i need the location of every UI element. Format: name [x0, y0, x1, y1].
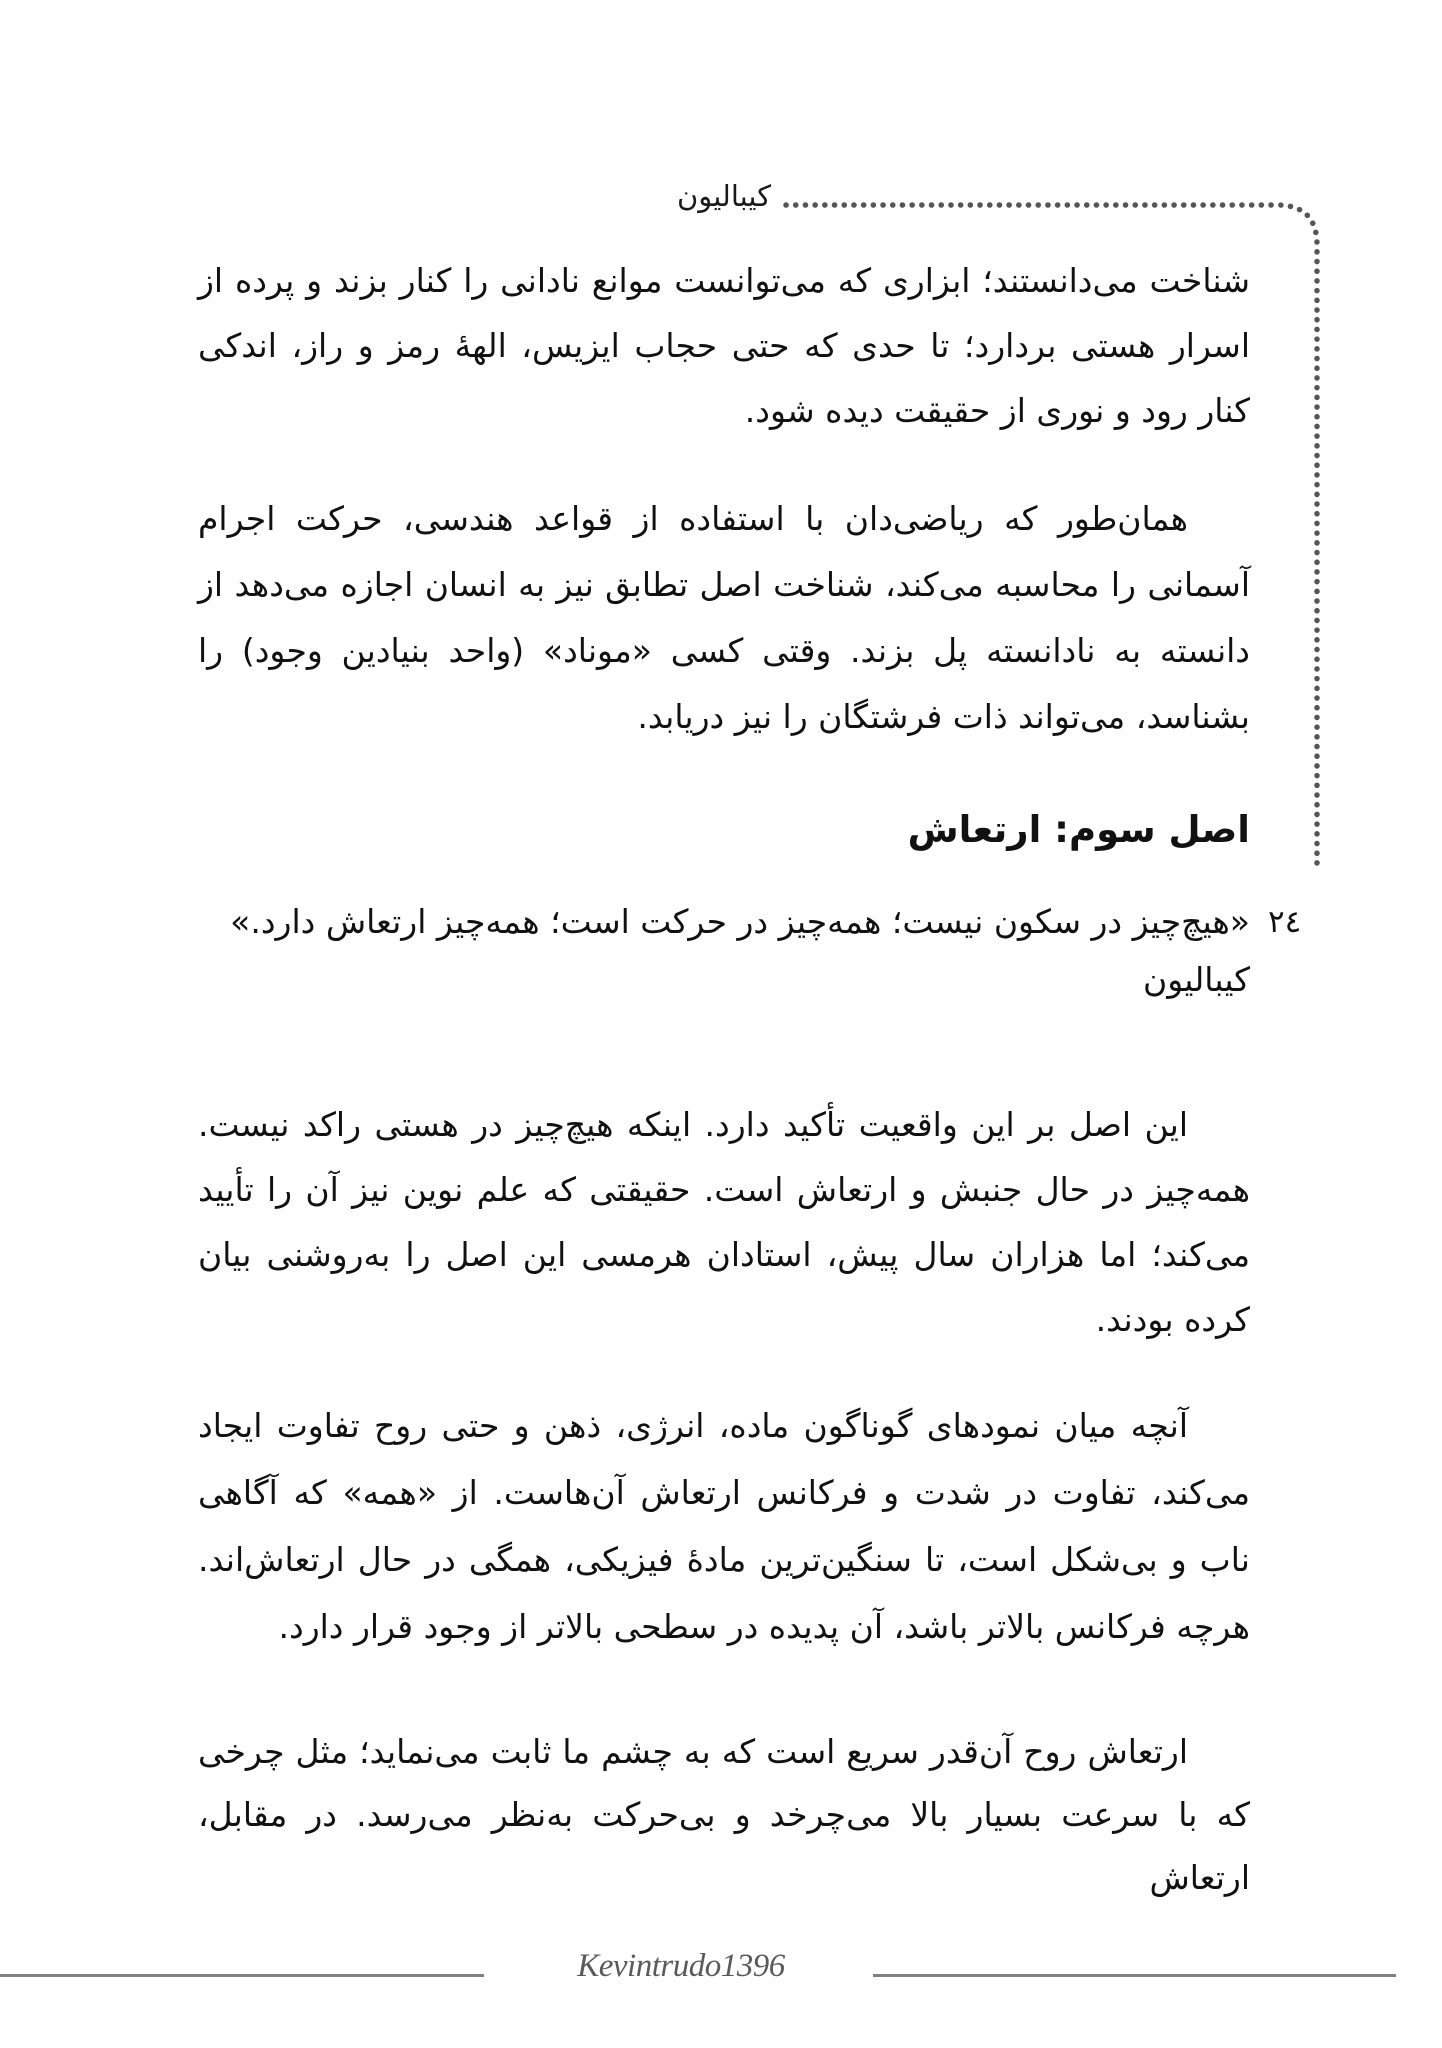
quote-attribution: کیبالیون: [1143, 960, 1250, 999]
paragraph-2: همان‌طور که ریاضی‌دان با استفاده از قواعد هندسی، حرکت اجرام آسمانی را محاسبه می‌کند، شناخت اصل تطابق نیز به انسان اجازه می‌دهد از دانسته به نادانسته پل بزند. وقتی کسی «موناد» (واحد بنیادین وجود) را بشناسد، می‌تواند ذات فرشتگان را نیز دریابد.: [198, 499, 1250, 736]
epigraph-quote: [198, 893, 1250, 1009]
footer-watermark: Kevintrudo1396: [577, 1948, 785, 1984]
running-head-title: کیبالیون: [676, 179, 771, 213]
paragraph-5: ارتعاش روح آن‌قدر سریع است که به چشم ما ثابت می‌نماید؛ مثل چرخی که با سرعت بسیار بالا می‌چرخد و بی‌حرکت به‌نظر می‌رسد. در مقابل، ارتعاش: [198, 1732, 1250, 1897]
quote-number: ٢٤: [1268, 904, 1302, 940]
footer-rule-right: [873, 1974, 1396, 1977]
quote-text: «هیچ‌چیز در سکون نیست؛ همه‌چیز در حرکت است؛ همه‌چیز ارتعاش دارد.»: [230, 902, 1250, 941]
paragraph-4: آنچه میان نمودهای گوناگون ماده، انرژی، ذهن و حتی روح تفاوت ایجاد می‌کند، تفاوت در شدت و فرکانس ارتعاش آن‌هاست. از «همه» که آگاهی ناب و بی‌شکل است، تا سنگین‌ترین مادهٔ فیزیکی، همگی در حال ارتعاش‌اند. هرچه فرکانس بالاتر باشد، آن پدیده در سطحی بالاتر از وجود قرار دارد.: [198, 1406, 1250, 1646]
paragraph-1: شناخت می‌دانستند؛ ابزاری که می‌توانست موانع نادانی را کنار بزند و پرده از اسرار هستی بردارد؛ تا حدی که حتی حجاب ایزیس، الههٔ رمز و راز، اندکی کنار رود و نوری از حقیقت دیده شود.: [198, 261, 1250, 430]
section-heading: اصل سوم: ارتعاش: [907, 808, 1250, 851]
paragraph-3: این اصل بر این واقعیت تأکید دارد. اینکه هیچ‌چیز در هستی راکد نیست. همه‌چیز در حال جنبش و ارتعاش است. حقیقتی که علم نوین نیز آن را تأیید می‌کند؛ اما هزاران سال پیش، استادان هرمسی این اصل را به‌روشنی بیان کرده بودند.: [198, 1105, 1250, 1339]
footer-rule-left: [0, 1974, 484, 1977]
